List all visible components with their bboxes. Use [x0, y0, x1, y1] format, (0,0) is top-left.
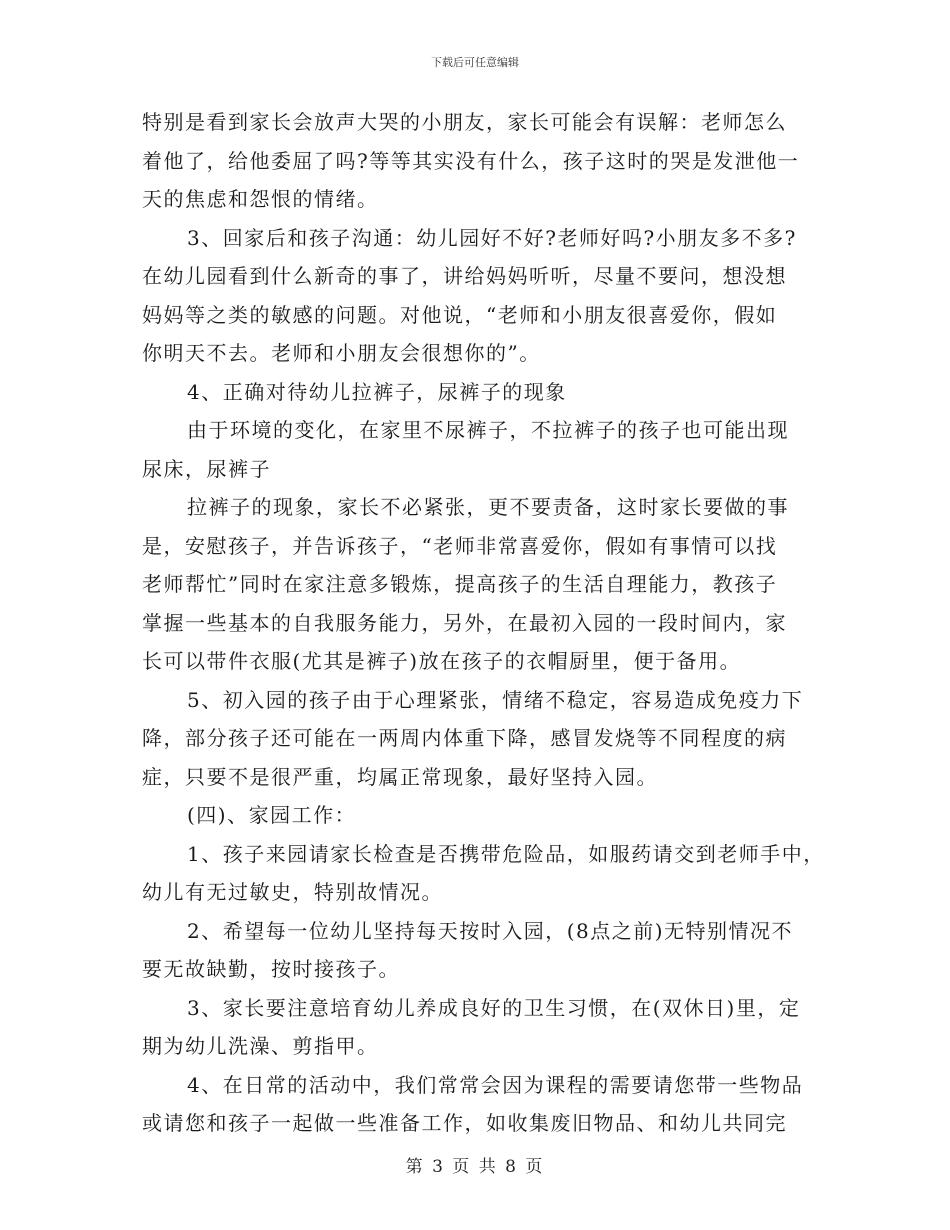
text-line: 降，部分孩子还可能在一两周内体重下降，感冒发烧等不同程度的病 — [142, 726, 787, 750]
text-line: 期为幼儿洗澡、剪指甲。 — [142, 1034, 379, 1058]
text-line: 症，只要不是很严重，均属正常现象，最好坚持入园。 — [142, 765, 658, 789]
text-line: 拉裤子的现象，家长不必紧张，更不要责备，这时家长要做的事 — [187, 495, 789, 519]
text-line: 特别是看到家长会放声大哭的小朋友，家长可能会有误解：老师怎么 — [142, 110, 787, 134]
text-line: 在幼儿园看到什么新奇的事了，讲给妈妈听听，尽量不要问，想没想 — [142, 264, 787, 288]
text-line: 3、家长要注意培育幼儿养成良好的卫生习惯，在(双休日)里，定 — [187, 996, 801, 1020]
page-footer: 第 3 页 共 8 页 — [405, 1157, 545, 1177]
text-line: 要无故缺勤，按时接孩子。 — [142, 957, 400, 981]
text-line: 4、正确对待幼儿拉裤子，尿裤子的现象 — [187, 380, 567, 404]
text-line: 天的焦虑和怨恨的情绪。 — [142, 187, 379, 211]
text-line: 5、初入园的孩子由于心理紧张，情绪不稳定，容易造成免疫力下 — [187, 688, 804, 712]
text-line: 掌握一些基本的自我服务能力，另外，在最初入园的一段时间内，家 — [142, 611, 787, 635]
text-line: (四)、家园工作： — [187, 803, 357, 827]
text-line: 由于环境的变化，在家里不尿裤子，不拉裤子的孩子也可能出现 — [187, 418, 789, 442]
text-line: 4、在日常的活动中，我们常常会因为课程的需要请您带一些物品 — [187, 1073, 804, 1097]
page-header: 下载后可任意编辑 — [431, 56, 519, 69]
text-line: 3、回家后和孩子沟通：幼儿园好不好?老师好吗?小朋友多不多? — [187, 226, 797, 250]
text-line: 着他了，给他委屈了吗?等等其实没有什么，孩子这时的哭是发泄他一 — [142, 149, 800, 173]
text-line: 你明天不去。老师和小朋友会很想你的”。 — [142, 341, 541, 365]
text-line: 尿床，尿裤子 — [142, 457, 271, 481]
text-line: 2、希望每一位幼儿坚持每天按时入园，(8点之前)无特别情况不 — [187, 919, 794, 943]
text-line: 幼儿有无过敏史，特别故情况。 — [142, 880, 443, 904]
text-line: 妈妈等之类的敏感的问题。对他说，“老师和小朋友很喜爱你，假如 — [142, 303, 778, 327]
text-line: 1、孩子来园请家长检查是否携带危险品，如服药请交到老师手中， — [187, 842, 825, 866]
text-line: 或请您和孩子一起做一些准备工作，如收集废旧物品、和幼儿共同完 — [142, 1111, 787, 1135]
text-line: 是，安慰孩子，并告诉孩子，“老师非常喜爱你，假如有事情可以找 — [142, 534, 778, 558]
text-line: 老师帮忙”同时在家注意多锻炼，提高孩子的生活自理能力，教孩子 — [142, 572, 778, 596]
text-line: 长可以带件衣服(尤其是裤子)放在孩子的衣帽厨里，便于备用。 — [142, 649, 742, 673]
